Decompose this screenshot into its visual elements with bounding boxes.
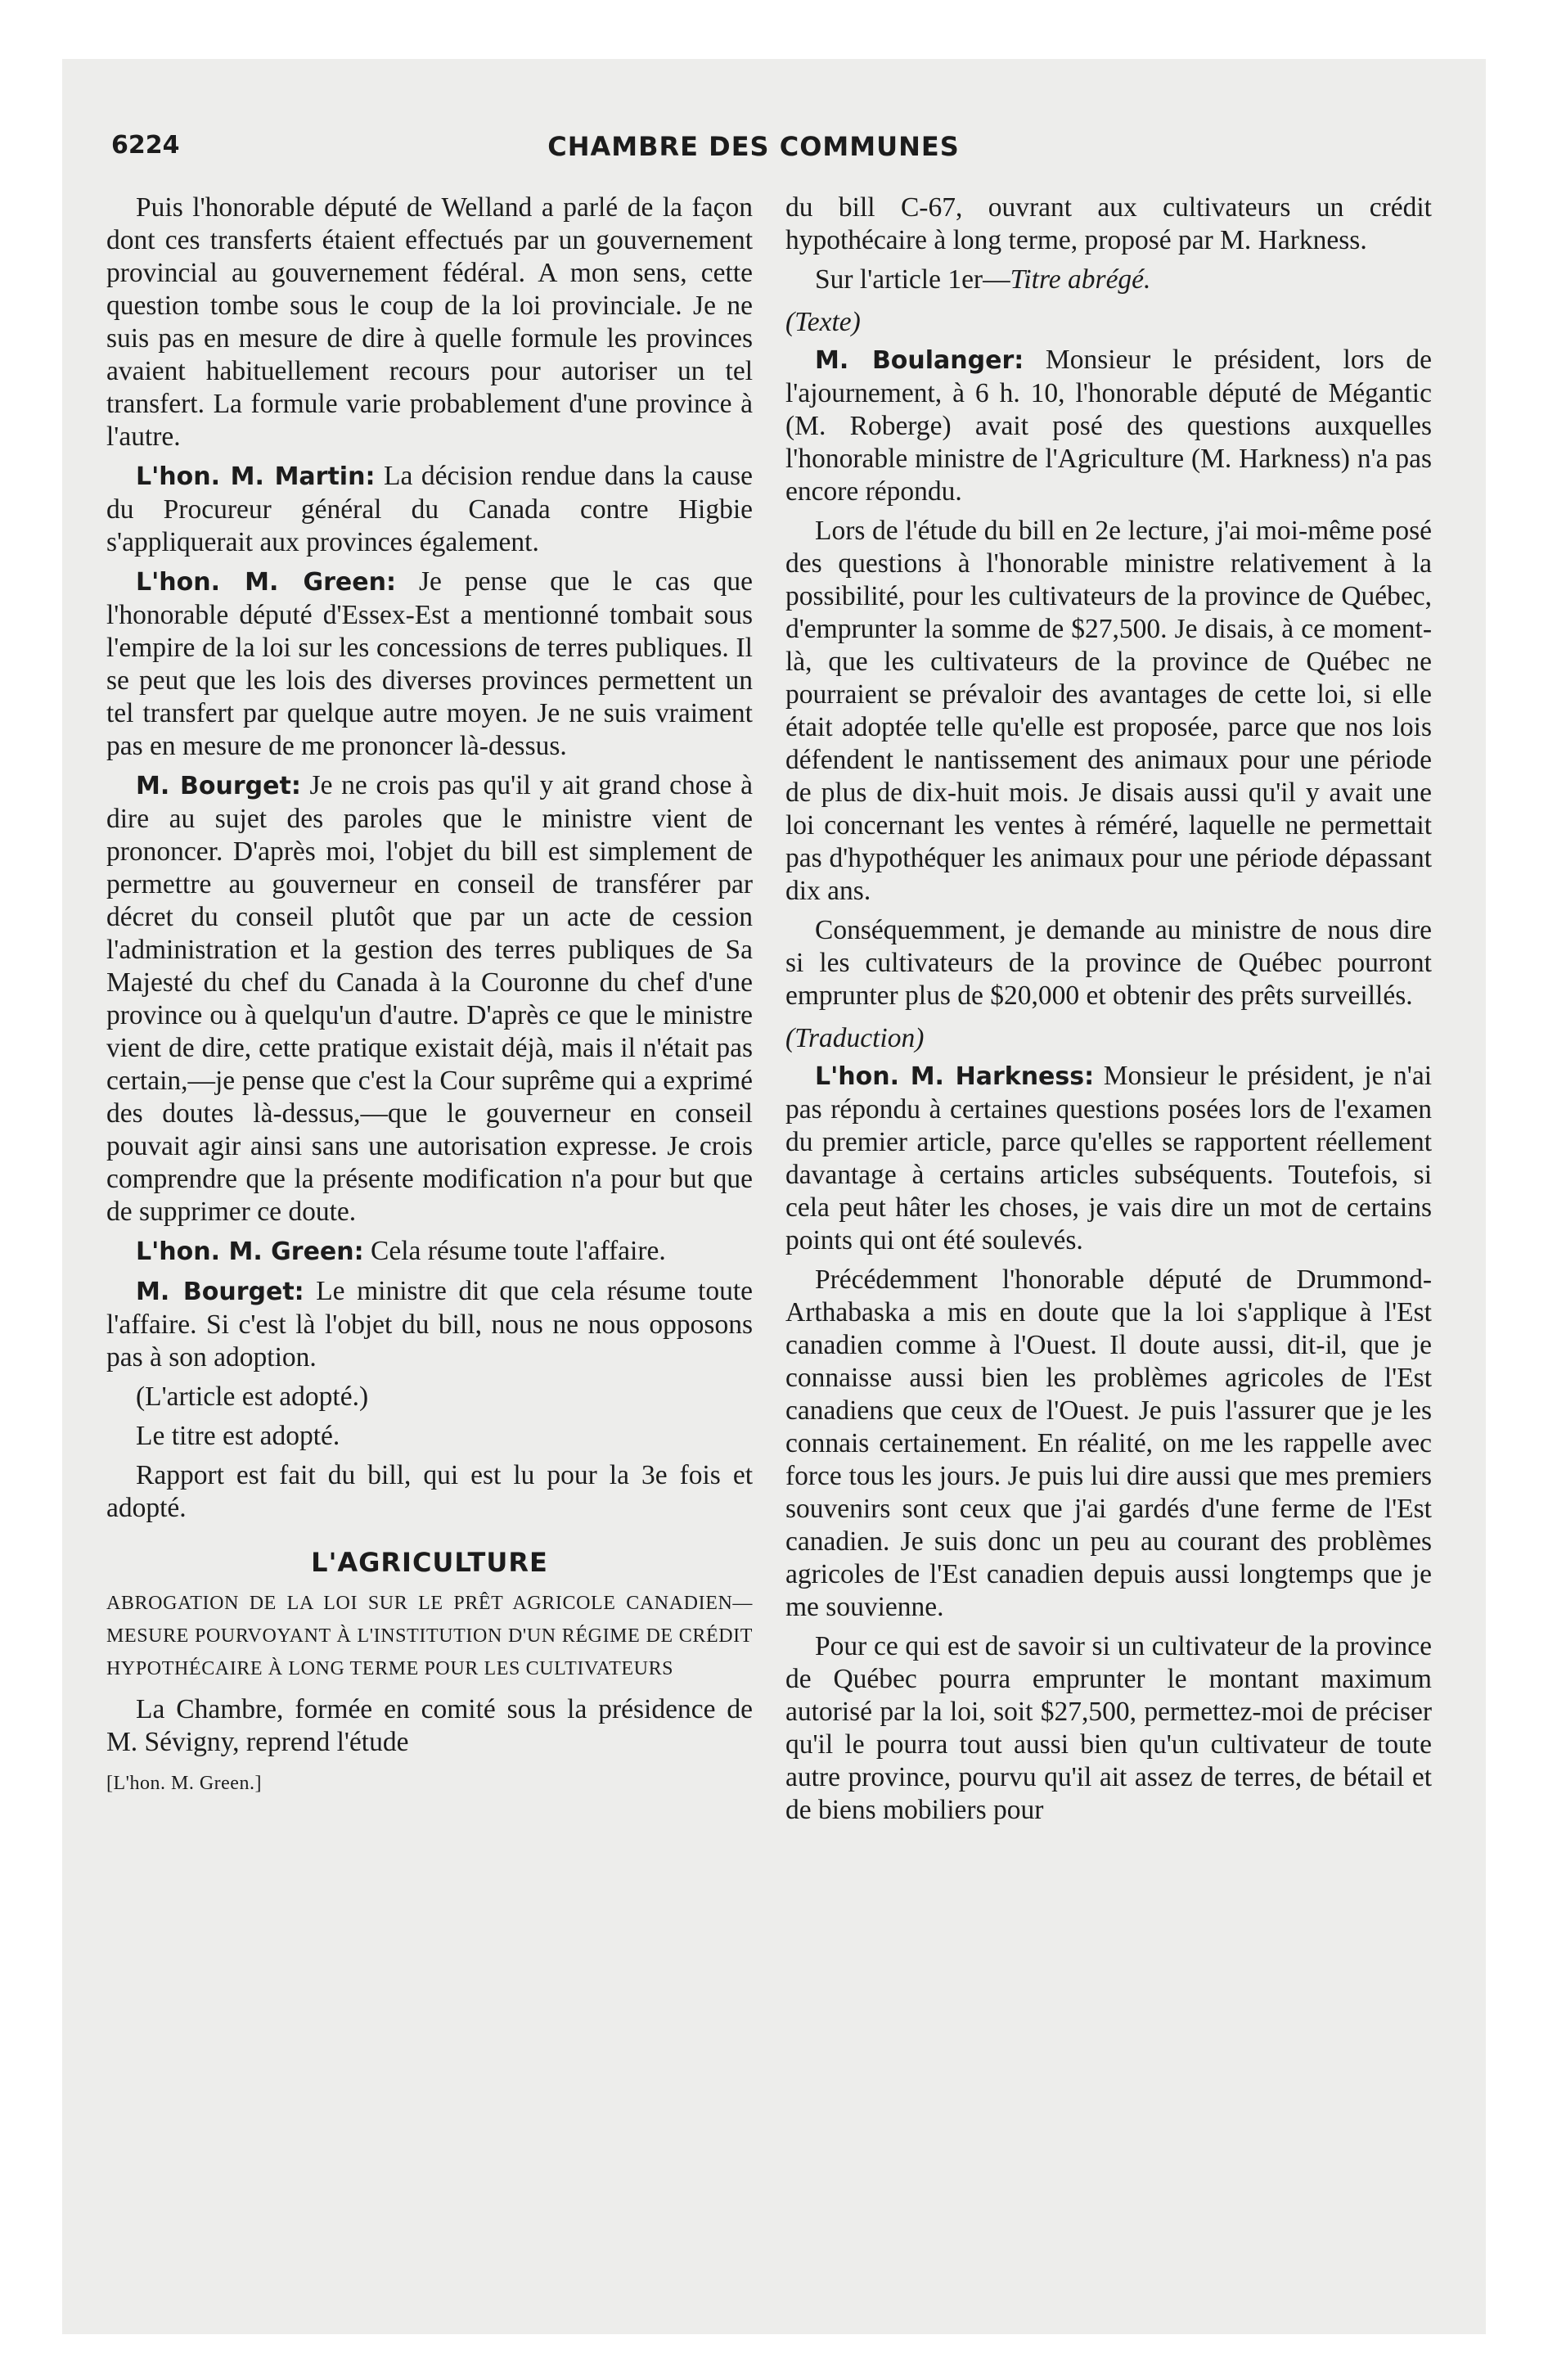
paragraph (106, 566, 753, 763)
speech-text: Monsieur le président, je n'ai pas répondu à certaines questions posées lors de l'examen du premier article, parce qu'elles se rapportent réellement davantage à certains articles subséquents. Toutefois, si cela peut hâter les choses, je vais dire un mot de certains points qui ont été soulevés. (785, 1061, 1432, 1255)
section-title: L'AGRICULTURE (311, 1547, 548, 1578)
paragraph: La Chambre, formée en comité sous la présidence de M. Sévigny, reprend l'étude (106, 1694, 753, 1757)
paragraph: Rapport est fait du bill, qui est lu pour la 3e fois et adopté. (106, 1460, 753, 1523)
language-label: (Texte) (785, 307, 861, 337)
left-column (106, 192, 753, 1800)
speaker-name: L'hon. M. Green: (136, 1237, 364, 1266)
paragraph: Le titre est adopté. (136, 1421, 340, 1451)
paragraph (106, 1275, 753, 1374)
page-number: 6224 (111, 131, 180, 160)
paragraph (785, 344, 1432, 508)
paragraph (785, 264, 1432, 296)
speech-text: Le ministre dit que cela résume toute l'affaire. Si c'est là l'objet du bill, nous ne nous opposons pas à son adoption. (106, 1276, 753, 1373)
footer-reference: [L'hon. M. Green.] (106, 1773, 262, 1794)
speech-text: Je ne crois pas qu'il y ait grand chose à dire au sujet des paroles que le ministre vient de prononcer. D'après moi, l'objet du bill est simplement de permettre au gouverneur en conseil de transférer par décret du conseil plutôt que par un acte de cession l'administration et la gestion des terres publiques de Sa Majesté du chef du Canada à la Couronne du chef d'une province ou à quelqu'un d'autre. D'après ce que le ministre vient de dire, cette pratique existait déjà, mais il n'était pas certain,—je pense que c'est la Cour suprême qui a exprimé des doutes là-dessus,—que le gouverneur en conseil pouvait agir ainsi sans une autorisation expresse. Je crois comprendre que la présente modification n'a pour but que de supprimer ce doute. (106, 770, 754, 1227)
paragraph: (L'article est adopté.) (136, 1382, 369, 1412)
language-label: (Traduction) (785, 1023, 925, 1053)
speaker-name: L'hon. M. Green: (136, 568, 396, 597)
article-title: Titre abrégé. (1010, 264, 1151, 295)
paragraph (106, 769, 753, 1228)
speech-text: La décision rendue dans la cause du Procureur général du Canada contre Higbie s'appliquerait aux provinces également. (106, 461, 753, 557)
paragraph: Précédemment l'honorable député de Drummond-Arthabaska a mis en doute que la loi s'applique à l'Est canadien comme à l'Ouest. Il doute aussi, dit-il, que je connaisse aussi bien les problèmes agricoles de l'Est canadiens que ceux de l'Ouest. Je puis l'assurer que je les connais certainement. En réalité, on me les rappelle avec force tous les jours. Je puis lui dire aussi que mes premiers souvenirs sont ceux que j'ai gardés d'une ferme de l'Est canadien. Je suis donc un peu au courant des problèmes agricoles de l'Est canadien depuis aussi longtemps que je me souvienne. (785, 1264, 1432, 1622)
page-header (111, 131, 1396, 172)
paragraph: du bill C-67, ouvrant aux cultivateurs un crédit hypothécaire à long terme, proposé par M. Harkness. (785, 192, 1432, 255)
paragraph: Puis l'honorable député de Welland a parlé de la façon dont ces transferts étaient effectués par un gouvernement provincial au gouvernement fédéral. A mon sens, cette question tombe sous le coup de la loi provinciale. Je ne suis pas en mesure de dire à quelle formule les provinces avaient habituellement recours pour autoriser un tel transfert. La formule varie probablement d'une province à l'autre. (106, 192, 753, 452)
paragraph (106, 1235, 753, 1269)
paragraph: Pour ce qui est de savoir si un cultivateur de la province de Québec pourra emprunter le montant maximum autorisé par la loi, soit $27,500, permettez-moi de préciser qu'il le pourra tout aussi bien qu'un cultivateur de toute autre province, pourvu qu'il ait assez de terres, de bétail et de biens mobiliers pour (785, 1631, 1432, 1825)
speaker-name: M. Bourget: (136, 1278, 304, 1306)
speaker-name: L'hon. M. Martin: (136, 462, 376, 491)
article-label: Sur l'article 1er— (815, 264, 1010, 295)
document-page (62, 59, 1486, 2334)
speech-text: Cela résume toute l'affaire. (363, 1236, 666, 1266)
paragraph: Lors de l'étude du bill en 2e lecture, j'ai moi-même posé des questions à l'honorable ministre relativement à la possibilité, pour les cultivateurs de la province de Québec, d'emprunter la somme de $27,500. Je disais, à ce moment-là, que les cultivateurs de la province de Québec ne pourraient se prévaloir des avantages de cette loi, si elle était adoptée telle qu'elle est proposée, parce que nos lois défendent le nantissement des animaux pour une période de plus de dix-huit mois. Je disais aussi qu'il y avait une loi concernant les ventes à réméré, laquelle ne permettait pas d'hypothéquer les animaux pour une période dépassant dix ans. (785, 516, 1432, 906)
right-column (785, 192, 1432, 1833)
speaker-name: M. Bourget: (136, 772, 301, 800)
paragraph: Conséquemment, je demande au ministre de nous dire si les cultivateurs de la province de Québec pourront emprunter plus de $20,000 et obtenir des prêts surveillés. (785, 915, 1432, 1011)
speech-text: Monsieur le président, lors de l'ajournement, à 6 h. 10, l'honorable député de Mégantic (M. Roberge) avait posé des questions auxquelles l'honorable ministre de l'Agriculture (M. Harkness) n'a pas encore répondu. (785, 345, 1433, 507)
paragraph (785, 1060, 1432, 1257)
speaker-name: M. Boulanger: (815, 346, 1024, 375)
speech-text: Je pense que le cas que l'honorable député d'Essex-Est a mentionné tombait sous l'empire de la loi sur les concessions de terres publiques. Il se peut que les lois des diverses provinces permettent un tel transfert par quelque autre moyen. Je ne suis vraiment pas en mesure de me prononcer là-dessus. (106, 566, 753, 761)
section-subtitle: ABROGATION DE LA LOI SUR LE PRÊT AGRICOLE CANADIEN—MESURE POURVOYANT À L'INSTITUTION D'UN RÉGIME DE CRÉDIT HYPOTHÉCAIRE À LONG TERME POUR LES CULTIVATEURS (106, 1593, 753, 1679)
running-title: CHAMBRE DES COMMUNES (547, 131, 960, 162)
speaker-name: L'hon. M. Harkness: (815, 1062, 1095, 1091)
paragraph (106, 460, 753, 559)
